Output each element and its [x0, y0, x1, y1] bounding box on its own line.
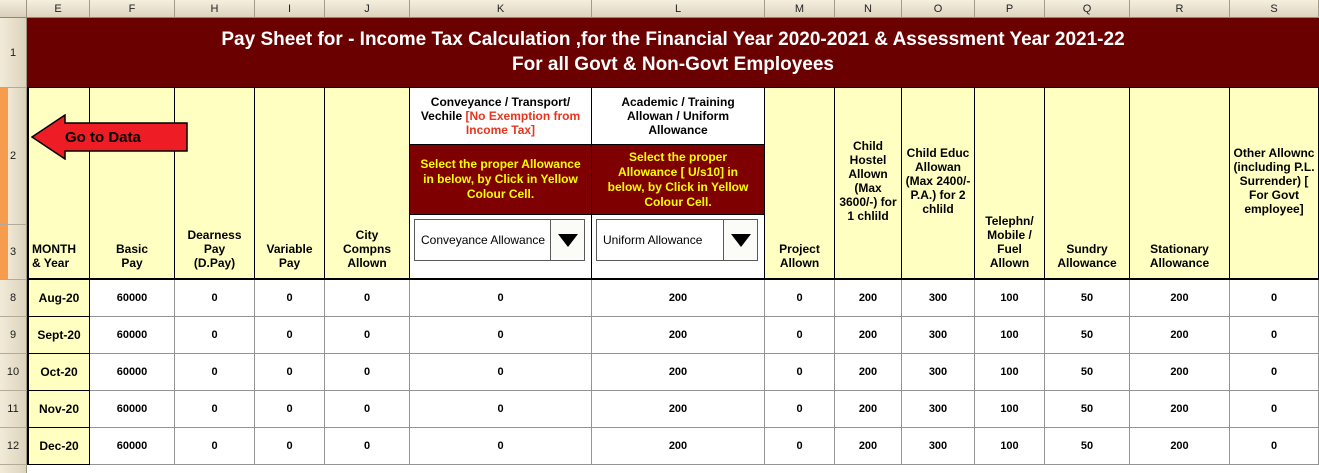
select-all-corner[interactable] — [0, 0, 27, 18]
column-header-M[interactable]: M — [765, 0, 835, 18]
column-header-J[interactable]: J — [325, 0, 410, 18]
value-cell[interactable]: 0 — [1230, 354, 1319, 391]
table-row — [0, 317, 1319, 354]
sheet-title-line1: Pay Sheet for - Income Tax Calculation ,for the Financial Year 2020-2021 & Assessment Year 2021-22 — [221, 29, 1125, 50]
value-cell[interactable]: 0 — [1230, 391, 1319, 428]
row-cells — [27, 391, 1319, 428]
column-header-Q[interactable]: Q — [1045, 0, 1130, 18]
header-telephone[interactable] — [975, 88, 1045, 280]
value-cell[interactable]: 100 — [975, 354, 1045, 391]
column-header-R[interactable]: R — [1130, 0, 1230, 18]
value-cell[interactable]: 0 — [410, 391, 592, 428]
value-cell[interactable]: 50 — [1045, 428, 1130, 465]
value-cell[interactable]: 0 — [410, 280, 592, 317]
column-header-S[interactable]: S — [1230, 0, 1319, 18]
column-header-O[interactable]: O — [902, 0, 975, 18]
value-cell[interactable]: 200 — [1130, 354, 1230, 391]
partial-row — [27, 465, 1319, 473]
header-month-label: MONTH & Year — [32, 242, 76, 270]
value-cell[interactable]: 200 — [835, 354, 902, 391]
value-cell[interactable]: 0 — [255, 317, 325, 354]
column-header-K[interactable]: K — [410, 0, 592, 18]
row-header-8[interactable]: 8 — [0, 280, 27, 317]
header-stationary[interactable] — [1130, 88, 1230, 280]
value-cell[interactable]: 0 — [765, 391, 835, 428]
row-cells — [27, 317, 1319, 354]
conveyance-dropdown-button[interactable] — [550, 220, 584, 260]
go-to-data-arrow[interactable] — [31, 114, 189, 160]
academic-dropdown-cell[interactable] — [592, 215, 764, 278]
value-cell[interactable]: 100 — [975, 280, 1045, 317]
value-cell[interactable]: 0 — [175, 428, 255, 465]
academic-dropdown[interactable] — [596, 219, 758, 261]
value-cell[interactable]: 0 — [410, 317, 592, 354]
header-child-hostel-label: Child Hostel Allown (Max 3600/-) for 1 chlild — [839, 139, 897, 223]
title-row — [0, 18, 1319, 88]
value-cell[interactable]: 0 — [325, 354, 410, 391]
header-sundry[interactable] — [1045, 88, 1130, 280]
academic-dropdown-button[interactable] — [723, 220, 757, 260]
conveyance-dropdown-cell[interactable] — [410, 215, 591, 278]
header-cells-grid — [27, 88, 1319, 280]
value-cell[interactable]: 200 — [835, 391, 902, 428]
academic-instruction: Select the proper Allowance [ U/s10] in below, by Click in Yellow Colour Cell. — [607, 149, 749, 209]
value-cell[interactable]: 0 — [175, 391, 255, 428]
column-header-E[interactable]: E — [27, 0, 90, 18]
header-project[interactable] — [765, 88, 835, 280]
value-cell[interactable]: 50 — [1045, 280, 1130, 317]
header-dearness-pay-label: Dearness Pay (D.Pay) — [187, 228, 242, 270]
header-sundry-label: Sundry Allowance — [1057, 242, 1117, 270]
row-header-2[interactable]: 2 — [0, 88, 27, 225]
month-cell[interactable]: Oct-20 — [27, 354, 90, 391]
header-other[interactable] — [1230, 88, 1319, 280]
value-cell[interactable]: 60000 — [90, 428, 175, 465]
month-cell[interactable]: Aug-20 — [27, 280, 90, 317]
value-cell[interactable]: 0 — [175, 317, 255, 354]
value-cell[interactable]: 0 — [325, 317, 410, 354]
value-cell[interactable]: 200 — [1130, 391, 1230, 428]
value-cell[interactable]: 50 — [1045, 354, 1130, 391]
value-cell[interactable]: 200 — [1130, 317, 1230, 354]
value-cell[interactable]: 200 — [592, 317, 765, 354]
row-header-9[interactable]: 9 — [0, 317, 27, 354]
conveyance-instruction: Select the proper Allowance in below, by Click in Yellow Colour Cell. — [420, 157, 581, 201]
header-child-educ-label: Child Educ Allowan (Max 2400/- P.A.) for 2 chlild — [905, 146, 971, 216]
header-city-compns[interactable] — [325, 88, 410, 280]
conveyance-title: Conveyance / Transport/ Vechile — [420, 95, 571, 123]
value-cell[interactable]: 60000 — [90, 391, 175, 428]
value-cell[interactable]: 0 — [255, 280, 325, 317]
header-variable-pay-label: Variable Pay — [266, 242, 313, 270]
value-cell[interactable]: 0 — [175, 354, 255, 391]
month-cell[interactable]: Nov-20 — [27, 391, 90, 428]
row-header-partial[interactable] — [0, 465, 27, 473]
value-cell[interactable]: 0 — [1230, 280, 1319, 317]
conveyance-note: [No Exemption from Income Tax] — [465, 109, 581, 137]
value-cell[interactable]: 200 — [1130, 280, 1230, 317]
value-cell[interactable]: 100 — [975, 428, 1045, 465]
value-cell[interactable]: 200 — [835, 317, 902, 354]
data-rows — [0, 280, 1319, 465]
table-row — [0, 354, 1319, 391]
value-cell[interactable]: 0 — [255, 391, 325, 428]
header-basic-pay-label: Basic Pay — [115, 242, 149, 270]
value-cell[interactable]: 0 — [255, 428, 325, 465]
sheet-title-cell[interactable] — [27, 18, 1319, 88]
chevron-down-icon — [731, 234, 751, 247]
table-row — [0, 280, 1319, 317]
value-cell[interactable]: 200 — [592, 354, 765, 391]
header-project-label: Project Allown — [779, 242, 820, 270]
table-row — [0, 391, 1319, 428]
value-cell[interactable]: 200 — [835, 280, 902, 317]
value-cell[interactable]: 50 — [1045, 317, 1130, 354]
header-conveyance-column — [410, 88, 592, 280]
academic-title-cell[interactable] — [592, 88, 764, 145]
value-cell[interactable]: 200 — [592, 280, 765, 317]
conveyance-instruction-cell[interactable] — [410, 145, 591, 215]
column-letters-row — [0, 0, 1319, 18]
value-cell[interactable]: 0 — [255, 354, 325, 391]
value-cell[interactable]: 200 — [1130, 428, 1230, 465]
value-cell[interactable]: 300 — [902, 354, 975, 391]
column-header-H[interactable]: H — [175, 0, 255, 18]
academic-instruction-cell[interactable] — [592, 145, 764, 215]
column-header-P[interactable]: P — [975, 0, 1045, 18]
value-cell[interactable]: 0 — [325, 280, 410, 317]
value-cell[interactable]: 200 — [592, 428, 765, 465]
value-cell[interactable]: 60000 — [90, 317, 175, 354]
column-letters-grid — [27, 0, 1319, 18]
row-cells — [27, 280, 1319, 317]
column-header-L[interactable]: L — [592, 0, 765, 18]
value-cell[interactable]: 0 — [410, 354, 592, 391]
value-cell[interactable]: 300 — [902, 280, 975, 317]
value-cell[interactable]: 0 — [765, 428, 835, 465]
value-cell[interactable]: 0 — [765, 280, 835, 317]
academic-title: Academic / Training Allowan / Uniform Allowance — [621, 95, 735, 137]
header-band — [0, 88, 1319, 280]
value-cell[interactable]: 50 — [1045, 391, 1130, 428]
header-stationary-label: Stationary Allowance — [1149, 242, 1210, 270]
value-cell[interactable]: 0 — [1230, 428, 1319, 465]
column-header-I[interactable]: I — [255, 0, 325, 18]
value-cell[interactable]: 100 — [975, 391, 1045, 428]
chevron-down-icon — [558, 234, 578, 247]
conveyance-dropdown-value: Conveyance Allowance — [421, 233, 546, 247]
table-row — [0, 428, 1319, 465]
header-telephone-label: Telephn/ Mobile / Fuel Allown — [985, 214, 1034, 270]
month-cell[interactable]: Dec-20 — [27, 428, 90, 465]
header-other-label: Other Allownc (including P.L. Surrender) [ For Govt employee] — [1233, 146, 1315, 216]
header-child-hostel[interactable] — [835, 88, 902, 280]
conveyance-dropdown[interactable] — [414, 219, 585, 261]
bottom-strip — [0, 465, 1319, 473]
header-city-compns-label: City Compns Allown — [343, 228, 391, 270]
header-variable-pay[interactable] — [255, 88, 325, 280]
value-cell[interactable]: 200 — [592, 391, 765, 428]
value-cell[interactable]: 0 — [765, 354, 835, 391]
column-header-N[interactable]: N — [835, 0, 902, 18]
header-child-educ[interactable] — [902, 88, 975, 280]
value-cell[interactable]: 0 — [175, 280, 255, 317]
header-band-gutter — [0, 88, 27, 280]
value-cell[interactable]: 300 — [902, 428, 975, 465]
value-cell[interactable]: 0 — [325, 391, 410, 428]
column-header-F[interactable]: F — [90, 0, 175, 18]
value-cell[interactable]: 0 — [325, 428, 410, 465]
value-cell[interactable]: 0 — [410, 428, 592, 465]
value-cell[interactable]: 100 — [975, 317, 1045, 354]
conveyance-title-cell[interactable] — [410, 88, 591, 145]
row-cells — [27, 354, 1319, 391]
academic-dropdown-value: Uniform Allowance — [603, 233, 703, 247]
row-header-11[interactable]: 11 — [0, 391, 27, 428]
sheet-title-line2: For all Govt & Non-Govt Employees — [512, 54, 834, 75]
go-to-data-label: Go to Data — [65, 128, 141, 146]
header-academic-column — [592, 88, 765, 280]
row-header-10[interactable]: 10 — [0, 354, 27, 391]
month-cell[interactable]: Sept-20 — [27, 317, 90, 354]
value-cell[interactable]: 300 — [902, 317, 975, 354]
value-cell[interactable]: 60000 — [90, 354, 175, 391]
row-header-12[interactable]: 12 — [0, 428, 27, 465]
value-cell[interactable]: 60000 — [90, 280, 175, 317]
row-header-1[interactable]: 1 — [0, 18, 27, 88]
value-cell[interactable]: 0 — [765, 317, 835, 354]
row-header-3[interactable]: 3 — [0, 225, 27, 280]
value-cell[interactable]: 200 — [835, 428, 902, 465]
value-cell[interactable]: 300 — [902, 391, 975, 428]
value-cell[interactable]: 0 — [1230, 317, 1319, 354]
row-cells — [27, 428, 1319, 465]
